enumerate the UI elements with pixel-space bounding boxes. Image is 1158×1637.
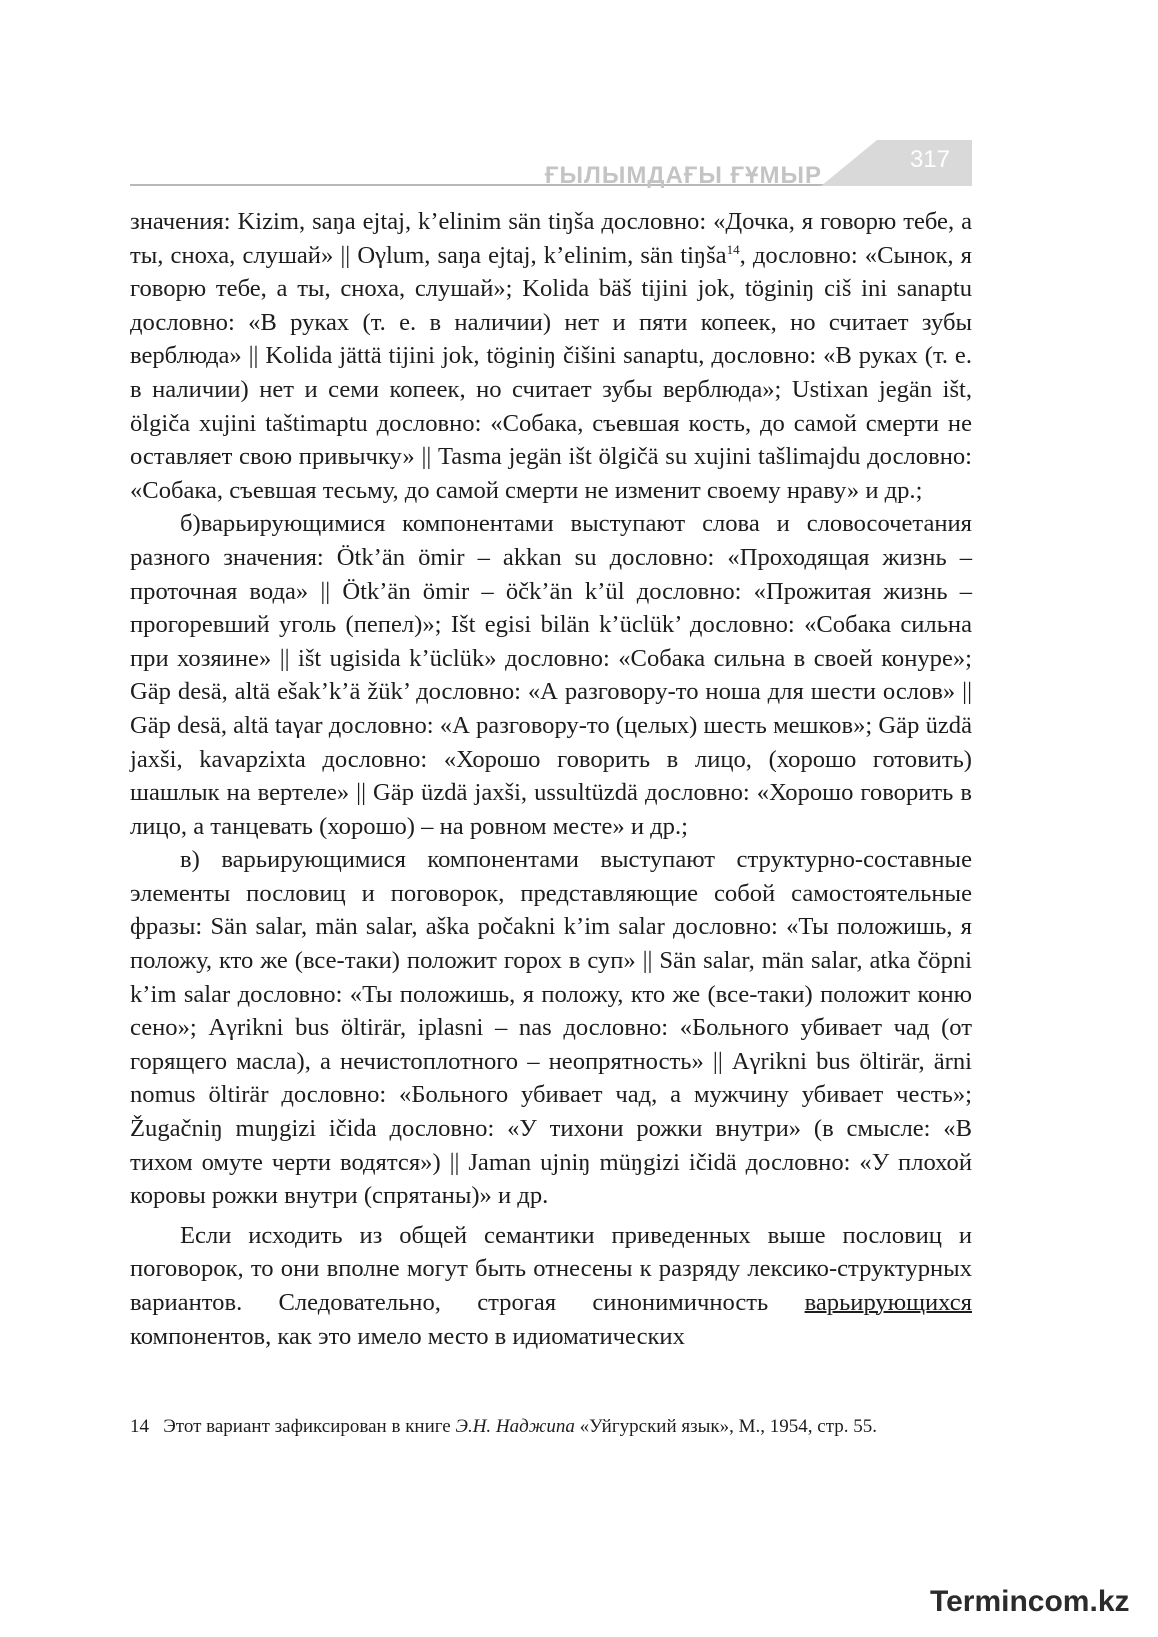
- footnote-author: Э.Н. Наджипа: [455, 1416, 575, 1437]
- site-watermark: [930, 1585, 1130, 1619]
- underlined-word: варьирующихся: [804, 1289, 972, 1316]
- footnote-text-before: Этот вариант зафиксирован в книге: [163, 1416, 456, 1437]
- paragraph-text: значения: Kizim, saŋa ejtaj, k’elinim sän tiŋša дословно: «Дочка, я говорю тебе, а ты, сноха, слушай» || Oγlum, saŋa ejtaj, k’elinim, sän tiŋša: [130, 208, 972, 269]
- footnote-number: 14: [130, 1416, 149, 1437]
- paragraph-text: в) варьирующимися компонентами выступают структурно-составные элементы пословиц и поговорок, представляющие собой самостоятельные фразы: Sän salar, män salar, aška počakni k’im salar дословно: «Ты положишь, я положу, кто же (все-таки) положит горох в суп» || Sän salar, män salar, atka čöpni k’im salar дословно: «Ты положишь, я положу, кто же (все-таки) положит коню сено»; Aγrikni bus öltirär, iplasni – nas дословно: «Больного убивает чад (от горящего масла), а нечистоплотного – неопрятность» || Aγrikni bus öltirär, ärni nomus öltirär дословно: «Больного убивает чад, а мужчину убивает честь»; Žugačniŋ muŋgizi ičida дословно: «У тихони рожки внутри» (в смысле: «В тихом омуте черти водятся») || Jaman ujniŋ müŋgizi ičidä дословно: «У плохой коровы рожки внутри (спрятаны)» и др.: [130, 846, 972, 1210]
- footnote: [130, 1414, 972, 1440]
- journal-title: ҒЫЛЫМДАҒЫ ҒҰМЫР: [544, 162, 822, 189]
- paragraph-text: компонентов, как это имело место в идиоматических: [130, 1322, 685, 1350]
- body-text: [130, 205, 972, 1353]
- paragraph-p3: [130, 843, 972, 1213]
- paragraph-text: Если исходить из общей семантики приведенных выше пословиц и поговорок, то они вполне могут быть отнесены к разряду лексико-структурных вариантов. Следовательно, строгая синонимичность: [130, 1221, 972, 1316]
- paragraph-p1: [130, 205, 972, 507]
- page-number: 317: [909, 146, 950, 173]
- footnote-ref: 14: [726, 241, 740, 257]
- watermark-text: Termincom.kz: [930, 1585, 1130, 1618]
- paragraph-p4: [130, 1219, 972, 1353]
- paragraph-text: , дословно: «Сынок, я говорю тебе, а ты, сноха, слушай»; Kolida bäš tijini jok, töginiŋ ciš ini sanaptu дословно: «В руках (т. е. в наличии) нет и пяти копеек, но считает зубы верблюда» || Kolida jättä tijini jok, töginiŋ čišini sanaptu, дословно: «В руках (т. е. в наличии) нет и семи копеек, но считает зубы верблюда»; Ustixan jegän išt, ölgiča xujini taštimaptu дословно: «Собака, съевшая кость, до самой смерти не оставляет свою привычку» || Tasma jegän išt ölgičä su xujini tašlimajdu дословно: «Собака, съевшая тесьму, до самой смерти не изменит своему нраву» и др.;: [130, 241, 972, 504]
- paragraph-text: б)варьирующимися компонентами выступают слова и словосочетания разного значения: Ötk’än ömir – akkan su дословно: «Проходящая жизнь – проточная вода» || Ötk’än ömir – öčk’än k’ül дословно: «Прожитая жизнь – прогоревший уголь (пепел)»; Išt egisi bilän k’üclük’ дословно: «Собака сильна при хозяине» || išt ugisida k’üclük» дословно: «Собака сильна в своей конуре»; Gäp desä, altä ešak’k’ä žük’ дословно: «А разговору-то ноша для шести ослов» || Gäp desä, altä taγar дословно: «А разговору-то (целых) шесть мешков»; Gäp üzdä jaxši, kavapzixta дословно: «Хорошо говорить в лицо, (хорошо готовить) шашлык на вертеле» || Gäp üzdä jaxši, ussultüzdä дословно: «Хорошо говорить в лицо, а танцевать (хорошо) – на ровном месте» и др.;: [130, 510, 972, 840]
- footnote-text-after: «Уйгурский язык», М., 1954, стр. 55.: [574, 1416, 877, 1437]
- running-header: [130, 140, 972, 190]
- paragraph-p2: [130, 507, 972, 843]
- header-tab-wedge: [821, 140, 877, 186]
- page-number-tab: [877, 140, 972, 186]
